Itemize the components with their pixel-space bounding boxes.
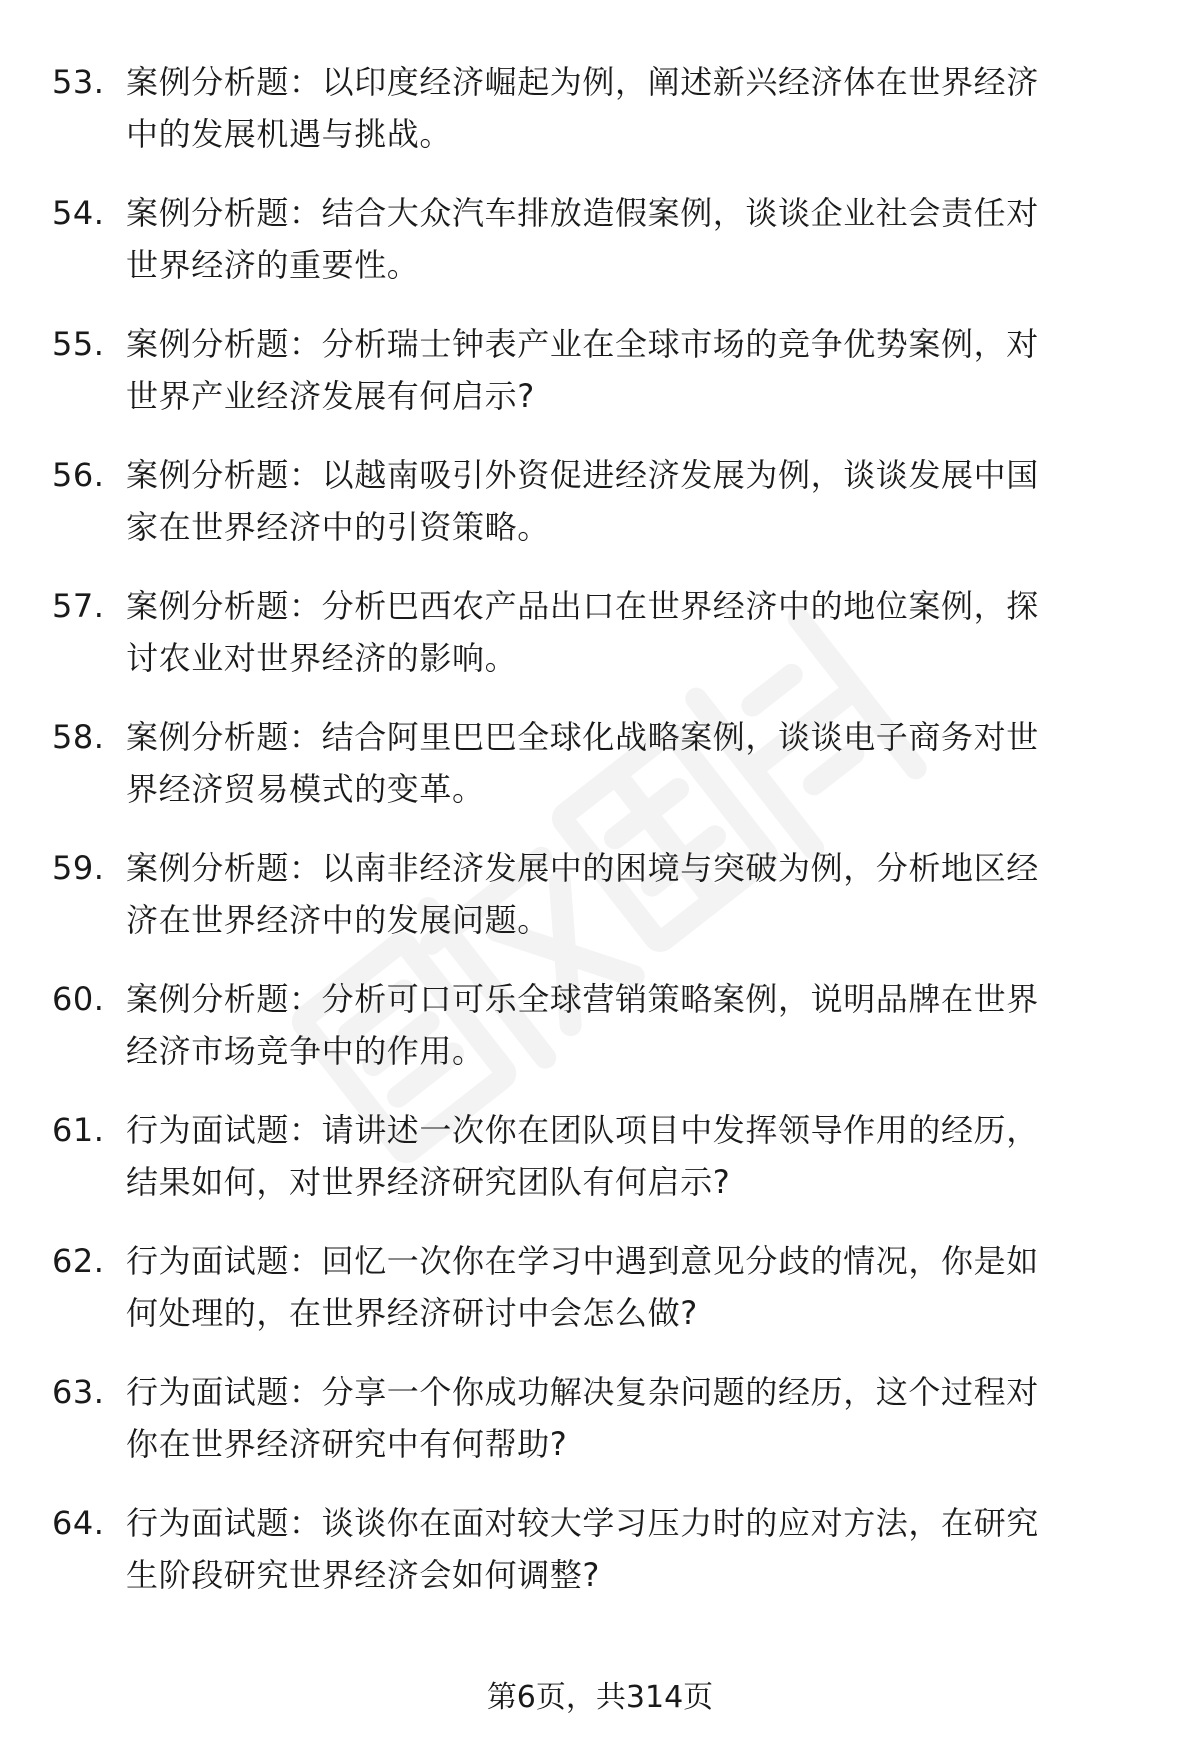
question-number: 58. (52, 718, 105, 756)
question-item (0, 318, 1200, 449)
question-item (0, 187, 1200, 318)
question-number: 59. (52, 849, 105, 887)
question-text-line: 你在世界经济研究中有何帮助? (126, 1425, 568, 1463)
question-number: 57. (52, 587, 105, 625)
question-item (0, 1366, 1200, 1497)
question-text-line: 案例分析题：以南非经济发展中的困境与突破为例，分析地区经 (126, 849, 1039, 887)
question-number: 53. (52, 63, 105, 101)
question-text-line: 济在世界经济中的发展问题。 (126, 901, 550, 939)
question-number: 55. (52, 325, 105, 363)
question-text-line: 界经济贸易模式的变革。 (126, 770, 485, 808)
question-text-line: 结果如何，对世界经济研究团队有何启示? (126, 1163, 731, 1201)
question-number: 63. (52, 1373, 105, 1411)
page-number-label: 第6页，共314页 (486, 1680, 714, 1715)
question-text-line: 生阶段研究世界经济会如何调整? (126, 1556, 600, 1594)
question-item (0, 449, 1200, 580)
question-text (126, 1366, 1146, 1470)
question-item (0, 973, 1200, 1104)
question-item (0, 580, 1200, 711)
question-number: 54. (52, 194, 105, 232)
question-text (126, 1235, 1146, 1339)
question-text-line: 案例分析题：以越南吸引外资促进经济发展为例，谈谈发展中国 (126, 456, 1039, 494)
question-text (126, 842, 1146, 946)
question-number: 62. (52, 1242, 105, 1280)
question-item (0, 711, 1200, 842)
question-number: 64. (52, 1504, 105, 1542)
question-text-line: 案例分析题：结合大众汽车排放造假案例，谈谈企业社会责任对 (126, 194, 1039, 232)
question-item (0, 56, 1200, 187)
question-text (126, 973, 1146, 1077)
question-text-line: 案例分析题：分析巴西农产品出口在世界经济中的地位案例，探 (126, 587, 1039, 625)
question-text (126, 1104, 1146, 1208)
question-list (0, 56, 1200, 1628)
question-text-line: 案例分析题：结合阿里巴巴全球化战略案例，谈谈电子商务对世 (126, 718, 1039, 756)
question-text (126, 449, 1146, 553)
question-text-line: 行为面试题：回忆一次你在学习中遇到意见分歧的情况，你是如 (126, 1242, 1039, 1280)
question-text-line: 何处理的，在世界经济研讨中会怎么做? (126, 1294, 698, 1332)
page-footer (0, 1678, 1200, 1718)
question-item (0, 1497, 1200, 1628)
question-text-line: 案例分析题：以印度经济崛起为例，阐述新兴经济体在世界经济 (126, 63, 1039, 101)
question-text-line: 行为面试题：分享一个你成功解决复杂问题的经历，这个过程对 (126, 1373, 1039, 1411)
question-text (126, 580, 1146, 684)
question-text-line: 行为面试题：谈谈你在面对较大学习压力时的应对方法，在研究 (126, 1504, 1039, 1542)
question-item (0, 1235, 1200, 1366)
question-text-line: 世界产业经济发展有何启示? (126, 377, 535, 415)
question-text (126, 56, 1146, 160)
question-text-line: 家在世界经济中的引资策略。 (126, 508, 550, 546)
question-number: 61. (52, 1111, 105, 1149)
question-text (126, 187, 1146, 291)
question-text-line: 世界经济的重要性。 (126, 246, 420, 284)
question-text (126, 711, 1146, 815)
question-item (0, 842, 1200, 973)
question-text-line: 行为面试题：请讲述一次你在团队项目中发挥领导作用的经历， (126, 1111, 1039, 1149)
question-text (126, 1497, 1146, 1601)
question-text-line: 经济市场竞争中的作用。 (126, 1032, 485, 1070)
question-text-line: 中的发展机遇与挑战。 (126, 115, 453, 153)
question-number: 60. (52, 980, 105, 1018)
question-text (126, 318, 1146, 422)
question-item (0, 1104, 1200, 1235)
question-text-line: 讨农业对世界经济的影响。 (126, 639, 518, 677)
question-number: 56. (52, 456, 105, 494)
question-text-line: 案例分析题：分析可口可乐全球营销策略案例，说明品牌在世界 (126, 980, 1039, 1018)
question-text-line: 案例分析题：分析瑞士钟表产业在全球市场的竞争优势案例，对 (126, 325, 1039, 363)
